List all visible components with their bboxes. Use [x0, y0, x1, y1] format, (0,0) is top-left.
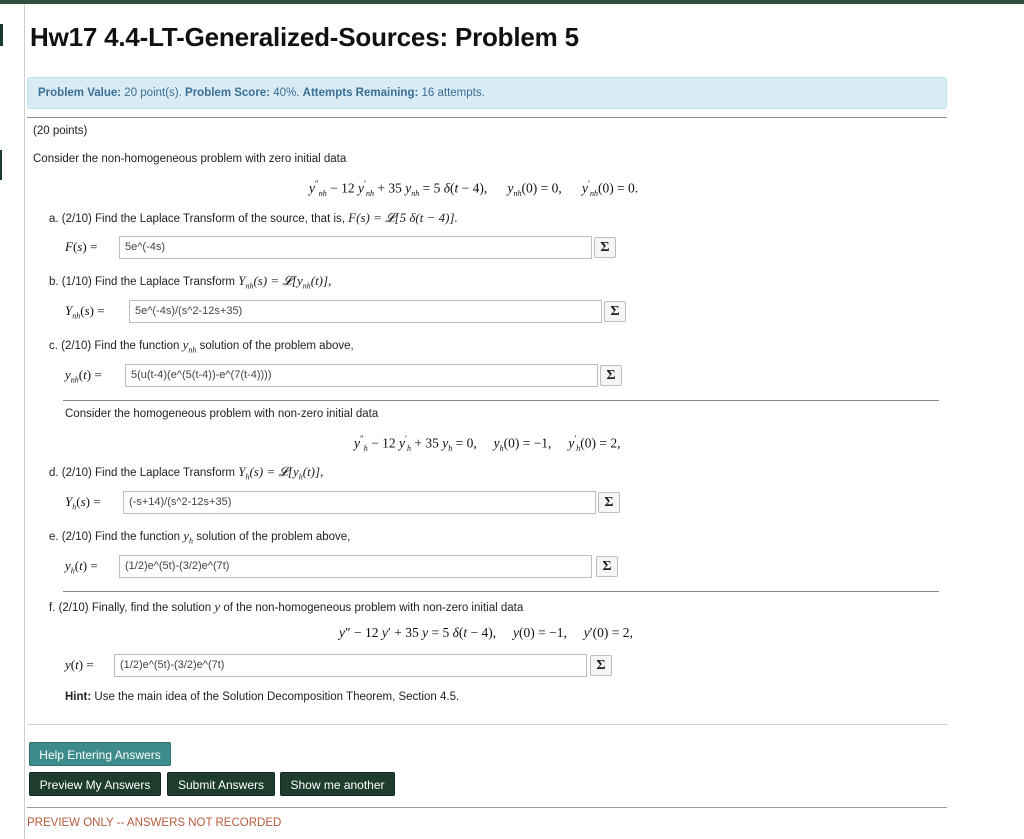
part-e-label: $y_h(t)$ = [65, 558, 98, 576]
problem-score: 40%. [273, 87, 300, 99]
hint-label: Hint: [65, 691, 92, 703]
part-f-equation-editor-button[interactable]: Σ [590, 655, 612, 676]
left-marker-2 [0, 150, 2, 180]
equation-nonhomogeneous: $y''_{nh} - 12$ $y'_{nh} + 35$ $y_{nh} = 5$ δ(t − 4), $y_{nh}(0) = 0$, $y'_{nh}(0) = 0$. [309, 179, 639, 199]
hint-text: Use the main idea of the Solution Decomposition Theorem, Section 4.5. [94, 691, 460, 703]
attempts-remaining: 16 attempts. [421, 87, 485, 99]
part-c-math: $y_{nh}$ [182, 337, 197, 355]
part-f-answer-input[interactable]: (1/2)e^(5t)-(3/2)e^(7t) [114, 654, 587, 677]
part-b-text: b. (1/10) Find the Laplace Transform [49, 276, 236, 288]
equation-full: y″ − 12 y′ + 35 y = 5 δ(t − 4), y(0) = −1, y′(0) = 2, [339, 625, 633, 640]
part-b-prompt [49, 273, 331, 291]
divider-footer [27, 807, 947, 808]
help-entering-answers-button[interactable]: Help Entering Answers [29, 742, 171, 766]
part-b-equation-editor-button[interactable]: Σ [604, 301, 626, 322]
part-d-answer-input[interactable]: (-s+14)/(s^2-12s+35) [123, 491, 596, 514]
part-a-label: F(s) = [65, 239, 98, 254]
part-d-text: d. (2/10) Find the Laplace Transform [49, 467, 236, 479]
problem-value-label: Problem Value: [38, 87, 122, 99]
top-bar [0, 0, 1024, 4]
part-b-math: $Y_{nh}(s)$ = $𝓛[y_{nh}(t)]$, [238, 273, 332, 291]
part-a-answer-input[interactable]: 5e^(-4s) [119, 236, 592, 259]
page-title: Hw17 4.4-LT-Generalized-Sources: Problem 5 [30, 22, 579, 52]
divider-buttons [27, 724, 947, 725]
left-marker [0, 24, 3, 46]
attempts-label: Attempts Remaining: [302, 87, 419, 99]
part-c-label: $y_{nh}(t)$ = [65, 367, 102, 385]
part-f-label: y(t) = [65, 657, 94, 672]
hint [65, 691, 459, 703]
part-c-prompt [49, 337, 354, 355]
preview-only-notice: PREVIEW ONLY -- ANSWERS NOT RECORDED [27, 817, 282, 829]
part-d-equation-editor-button[interactable]: Σ [598, 492, 620, 513]
part-a-math: F(s) = 𝓛[5 δ(t − 4)]. [348, 210, 458, 225]
left-rule [24, 4, 25, 839]
divider-final [63, 591, 939, 592]
part-b-label: $Y_{nh}(s)$ = [65, 303, 105, 321]
problem-value: 20 point(s). [124, 87, 182, 99]
preview-answers-button[interactable]: Preview My Answers [29, 772, 161, 796]
problem-intro-homogeneous: Consider the homogeneous problem with non-zero initial data [65, 408, 379, 420]
part-a-equation-editor-button[interactable]: Σ [594, 237, 616, 258]
part-e-text: e. (2/10) Find the function [49, 531, 181, 543]
problem-points: (20 points) [33, 125, 88, 137]
part-c-answer-input[interactable]: 5(u(t-4)(e^(5(t-4))-e^(7(t-4)))) [125, 364, 598, 387]
part-c-equation-editor-button[interactable]: Σ [600, 365, 622, 386]
part-d-prompt [49, 464, 323, 482]
part-b-answer-input[interactable]: 5e^(-4s)/(s^2-12s+35) [129, 300, 602, 323]
problem-info-banner [27, 77, 947, 109]
part-f-text: f. (2/10) Finally, find the solution [49, 602, 212, 614]
part-c-suffix: solution of the problem above, [199, 340, 354, 352]
part-d-label: $Y_h(s)$ = [65, 494, 101, 512]
divider-homogeneous [63, 400, 939, 401]
part-c-text: c. (2/10) Find the function [49, 340, 180, 352]
equation-homogeneous: $y''_h - 12$ $y'_h + 35$ $y_h = 0$, $y_h(0) = -1$, $y'_h(0) = 2$, [354, 434, 621, 454]
submit-answers-button[interactable]: Submit Answers [167, 772, 275, 796]
part-e-answer-input[interactable]: (1/2)e^(5t)-(3/2)e^(7t) [119, 555, 592, 578]
part-e-suffix: solution of the problem above, [196, 531, 351, 543]
problem-score-label: Problem Score: [185, 87, 271, 99]
part-e-equation-editor-button[interactable]: Σ [596, 556, 618, 577]
part-e-prompt [49, 528, 350, 546]
show-me-another-button[interactable]: Show me another [280, 772, 395, 796]
part-a-prompt [49, 210, 458, 226]
part-f-prompt [49, 599, 523, 615]
part-f-math: y [214, 599, 224, 614]
part-d-math: $Y_h(s)$ = $𝓛[y_h(t)]$, [238, 464, 324, 482]
divider-top [27, 117, 947, 118]
part-f-suffix: of the non-homogeneous problem with non-zero initial data [223, 602, 524, 614]
problem-intro: Consider the non-homogeneous problem with zero initial data [33, 153, 347, 165]
part-e-math: $y_h$ [183, 528, 194, 546]
part-a-text: a. (2/10) Find the Laplace Transform of the source, that is, [49, 213, 345, 225]
